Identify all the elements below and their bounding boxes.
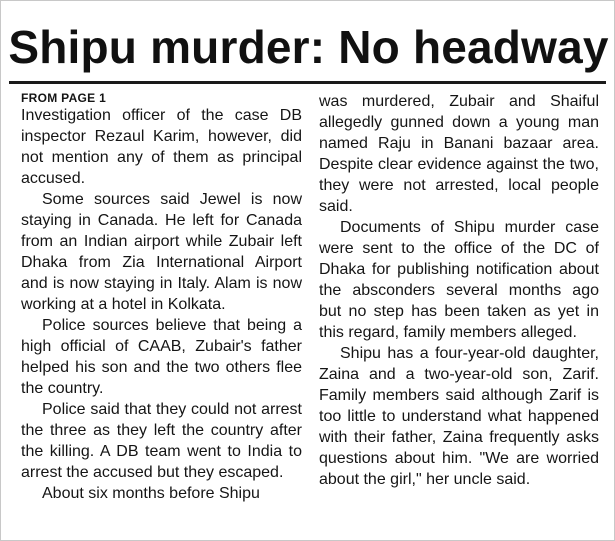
kicker: FROM PAGE 1 xyxy=(21,91,107,105)
paragraph: About six months before Shipu xyxy=(42,485,260,502)
headline-rule xyxy=(9,81,606,84)
paragraph: Police said that they could not arrest the three as they left the country after the killing. A DB team went to India to arrest the accused but they escaped. xyxy=(21,401,302,481)
paragraph: Some sources said Jewel is now staying in Canada. He left for Canada from an Indian airport while Zubair left Dhaka from Zia International Airport and is now staying in Italy. Alam is now working at a hotel in Kolkata. xyxy=(21,191,302,313)
paragraph: was murdered, Zubair and Shaiful allegedly gunned down a young man named Raju in Banani bazaar area. Despite clear evidence against the two, they were not arrested, local people said. xyxy=(319,93,599,215)
left-column xyxy=(21,91,302,504)
paragraph: Shipu has a four-year-old daughter, Zaina and a two-year-old son, Zarif. Family members said although Zarif is too little to understand what happened with their father, Zaina frequently asks questions about him. "We are worried about the girl," her uncle said. xyxy=(319,345,599,488)
paragraph: Police sources believe that being a high official of CAAB, Zubair's father helped his son and the two others flee the country. xyxy=(21,317,302,397)
paragraph: Documents of Shipu murder case were sent to the office of the DC of Dhaka for publishing notification about the absconders several months ago but no step has been taken as yet in this regard, family members alleged. xyxy=(319,219,599,341)
headline: Shipu murder: No headway xyxy=(8,21,609,73)
paragraph: Investigation officer of the case DB inspector Rezaul Karim, however, did not mention any of them as principal accused. xyxy=(21,107,302,187)
right-column xyxy=(319,91,599,490)
